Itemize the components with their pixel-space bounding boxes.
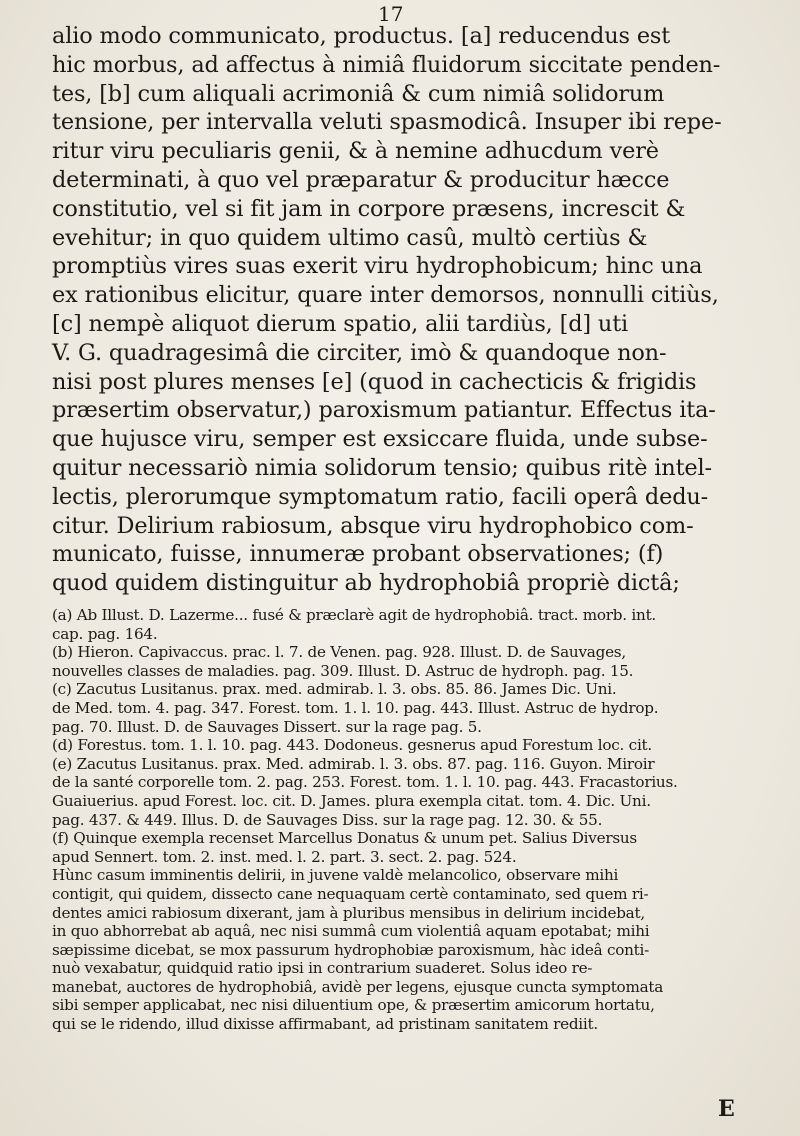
text-line: que hujusce viru, semper est exsiccare fluida, unde subse- <box>52 426 708 453</box>
page-number: 17 <box>378 2 404 26</box>
text-line: tensione, per intervalla veluti spasmodicâ. Insuper ibi repe- <box>52 109 722 136</box>
footnote-line: (f) Quinque exempla recenset Marcellus Donatus & unum pet. Salius Diversus <box>52 829 637 848</box>
footnote-line: dentes amici rabiosum dixerant, jam à pluribus mensibus in delirium incidebat, <box>52 903 645 922</box>
footnote-line: (e) Zacutus Lusitanus. prax. Med. admirab. l. 3. obs. 87. pag. 116. Guyon. Miroir <box>52 754 655 773</box>
text-line: alio modo communicato, productus. [a] reducendus est <box>52 23 671 49</box>
text-line: constitutio, vel si fit jam in corpore præsens, increscit & <box>52 195 686 222</box>
footnote-line: (d) Forestus. tom. 1. l. 10. pag. 443. Dodoneus. gesnerus apud Forestum loc. cit. <box>52 736 652 755</box>
footnote-line: sæpissime dicebat, se mox passurum hydrophobiæ paroxismum, hàc ideâ conti- <box>52 940 649 959</box>
footnote-line: contigit, qui quidem, dissecto cane nequaquam certè contaminato, sed quem ri- <box>52 884 649 903</box>
text-line: ex rationibus elicitur, quare inter demorsos, nonnulli citiùs, <box>52 282 719 309</box>
footnote-line: Hùnc casum imminentis delirii, in juvene valdè melancolico, observare mihi <box>52 866 619 885</box>
footnote-line: in quo abhorrebat ab aquâ, nec nisi summâ cum violentiâ aquam epotabat; mihi <box>52 922 650 941</box>
footnote-line: apud Sennert. tom. 2. inst. med. l. 2. part. 3. sect. 2. pag. 524. <box>52 847 517 866</box>
footnote-line: Guaiuerius. apud Forest. loc. cit. D. James. plura exempla citat. tom. 4. Dic. Uni. <box>52 791 651 810</box>
text-line: promptiùs vires suas exerit viru hydrophobicum; hinc una <box>52 253 703 280</box>
footnote-line: (a) Ab Illust. D. Lazerme... fusé & præclarè agit de hydrophobiâ. tract. morb. int. <box>52 606 656 624</box>
text-line: citur. Delirium rabiosum, absque viru hydrophobico com- <box>52 512 694 539</box>
footnote-line: de Med. tom. 4. pag. 347. Forest. tom. 1. l. 10. pag. 443. Illust. Astruc de hydrop. <box>52 698 659 717</box>
text-line: evehitur; in quo quidem ultimo casû, multò certiùs & <box>52 224 648 251</box>
footnote-line: (c) Zacutus Lusitanus. prax. med. admirab. l. 3. obs. 85. 86. James Dic. Uni. <box>52 680 617 699</box>
footnote-line: manebat, auctores de hydrophobiâ, avidè per legens, ejusque cuncta symptomata <box>52 977 664 996</box>
catchword: E <box>718 1096 735 1122</box>
text-line: lectis, plerorumque symptomatum ratio, facili operâ dedu- <box>52 483 709 510</box>
footnote-line: pag. 437. & 449. Illus. D. de Sauvages Diss. sur la rage pag. 12. 30. & 55. <box>52 810 603 829</box>
footnote-line: nuò vexabatur, quidquid ratio ipsi in contrarium suaderet. Solus ideo re- <box>52 959 593 978</box>
text-line: præsertim observatur,) paroxismum patiantur. Effectus ita- <box>52 397 716 424</box>
footnote-line: (b) Hieron. Capivaccus. prac. l. 7. de Venen. pag. 928. Illust. D. de Sauvages, <box>52 643 626 662</box>
text-line: ritur viru peculiaris genii, & à nemine adhucdum verè <box>52 138 659 165</box>
text-line: [c] nempè aliquot dierum spatio, alii tardiùs, [d] uti <box>52 310 629 337</box>
text-line: quod quidem distinguitur ab hydrophobiâ propriè dictâ; <box>52 570 680 597</box>
footnotes <box>52 606 752 1034</box>
text-line: hic morbus, ad affectus à nimiâ fluidorum siccitate penden- <box>52 51 721 78</box>
text-line: determinati, à quo vel præparatur & producitur hæcce <box>52 166 670 193</box>
text-line: municato, fuisse, innumeræ probant observationes; (f) <box>52 541 664 568</box>
text-line: V. G. quadragesimâ die circiter, imò & quandoque non- <box>52 339 667 366</box>
text-line: tes, [b] cum aliquali acrimoniâ & cum nimiâ solidorum <box>52 80 665 107</box>
text-line: quitur necessariò nimia solidorum tensio; quibus ritè intel- <box>52 454 712 481</box>
text-line: nisi post plures menses [e] (quod in cachecticis & frigidis <box>52 368 697 395</box>
footnote-line: cap. pag. 164. <box>52 624 158 643</box>
footnote-line: pag. 70. Illust. D. de Sauvages Dissert. sur la rage pag. 5. <box>52 717 482 736</box>
footnote-line: qui se le ridendo, illud dixisse affirmabant, ad pristinam sanitatem rediit. <box>52 1015 598 1034</box>
footnote-line: nouvelles classes de maladies. pag. 309. Illust. D. Astruc de hydroph. pag. 15. <box>52 661 634 680</box>
footnote-line: sibi semper applicabat, nec nisi diluentium ope, & præsertim amicorum hortatu, <box>52 996 655 1015</box>
footnote-line: de la santé corporelle tom. 2. pag. 253. Forest. tom. 1. l. 10. pag. 443. Fracastorius. <box>52 773 678 792</box>
main-text <box>52 22 752 598</box>
